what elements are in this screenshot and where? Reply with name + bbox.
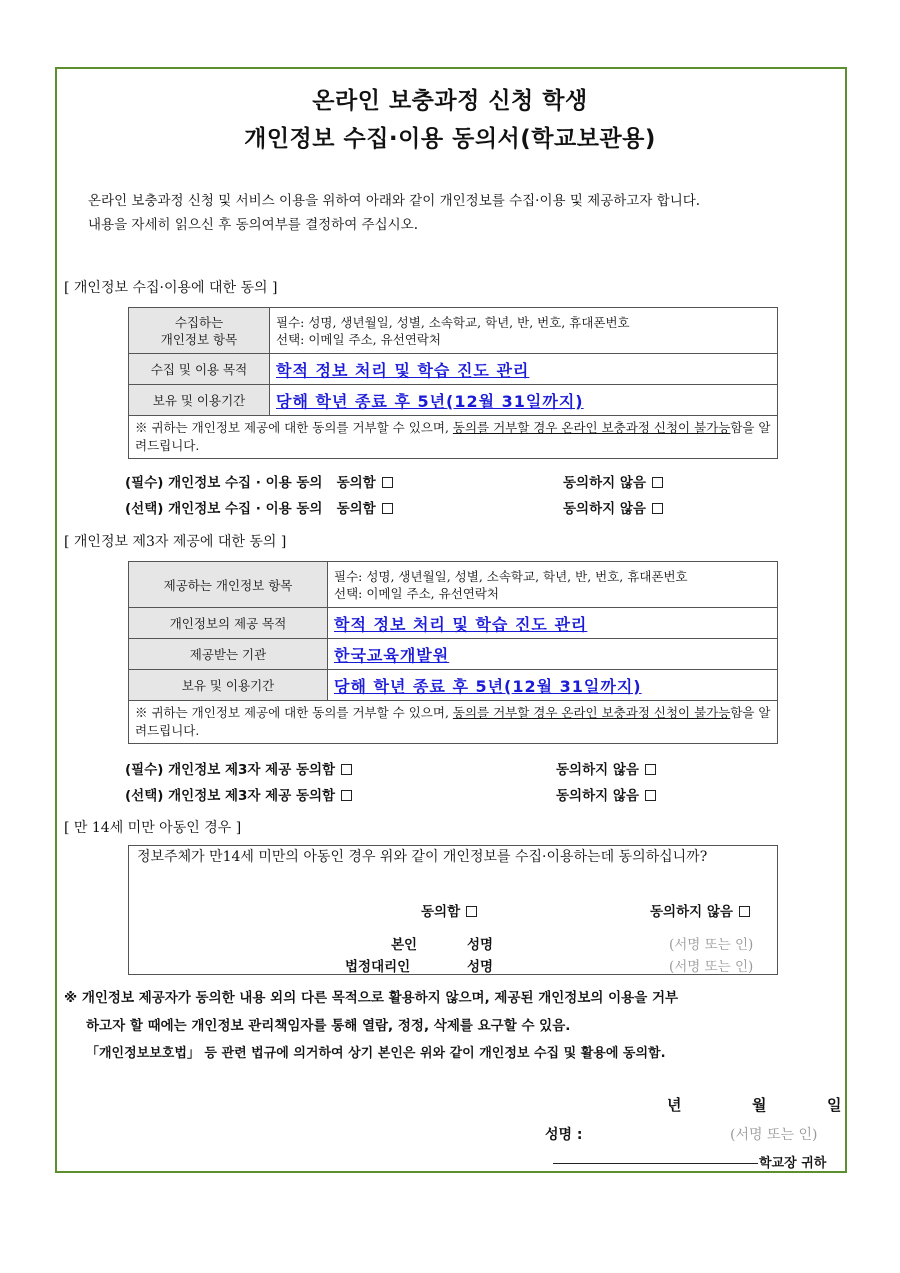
- disagree-checkbox[interactable]: [739, 906, 750, 917]
- disagree-checkbox[interactable]: [645, 790, 656, 801]
- child-question: 정보주체가 만14세 미만의 아동인 경우 위와 같이 개인정보를 수집·이용하는데 동의하십니까?: [137, 849, 708, 865]
- disagree-checkbox[interactable]: [645, 764, 656, 775]
- items-value: 필수: 성명, 생년월일, 성별, 소속학교, 학년, 반, 번호, 휴대폰번호 선택: 이메일 주소, 유선연락처: [270, 308, 778, 354]
- provision-purpose-label: 개인정보의 제공 목적: [129, 608, 328, 639]
- disagree-checkbox[interactable]: [652, 503, 663, 514]
- child-agree: 동의함: [421, 900, 477, 920]
- period-label: 보유 및 이용기간: [129, 385, 270, 416]
- section2-heading: [ 개인정보 제3자 제공에 대한 동의 ]: [64, 534, 287, 550]
- signature-line: [553, 1163, 758, 1164]
- agree-checkbox[interactable]: [466, 906, 477, 917]
- signature-sign-hint: (서명 또는 인): [730, 1127, 818, 1143]
- recipient-value: 한국교육개발원: [328, 639, 778, 670]
- refusal-note: ※ 귀하는 개인정보 제공에 대한 동의를 거부할 수 있으며, 동의를 거부할 경우 온라인 보충과정 신청이 불가능함을 알려드립니다.: [129, 416, 778, 459]
- title-line-2: 개인정보 수집·이용 동의서(학교보관용): [244, 126, 656, 152]
- purpose-value: 학적 정보 처리 및 학습 진도 관리: [270, 354, 778, 385]
- guardian-label: 법정대리인: [345, 959, 411, 975]
- guardian-name-label: 성명: [467, 959, 494, 975]
- third-party-table: [128, 561, 778, 744]
- agree-checkbox[interactable]: [341, 790, 352, 801]
- signature-name-label: 성명 :: [545, 1127, 583, 1143]
- footnote-line-2: 하고자 할 때에는 개인정보 관리책임자를 통해 열람, 정정, 삭제를 요구할 수 있음.: [86, 1018, 571, 1034]
- agree-checkbox[interactable]: [382, 477, 393, 488]
- self-sign-hint: (서명 또는 인): [669, 937, 754, 953]
- title-line-1: 온라인 보충과정 신청 학생: [312, 88, 588, 114]
- self-label: 본인: [391, 937, 418, 953]
- refusal-note: ※ 귀하는 개인정보 제공에 대한 동의를 거부할 수 있으며, 동의를 거부할 경우 온라인 보충과정 신청이 불가능함을 알려드립니다.: [129, 701, 778, 744]
- disagree-required-provide: 동의하지 않음: [556, 758, 656, 778]
- date-month: 월: [752, 1096, 767, 1114]
- recipient-label: 제공받는 기관: [129, 639, 328, 670]
- intro-line-1: 온라인 보충과정 신청 및 서비스 이용을 위하여 아래와 같이 개인정보를 수집·이용 및 제공하고자 합니다.: [88, 193, 701, 209]
- agree-checkbox[interactable]: [341, 764, 352, 775]
- self-name-label: 성명: [467, 937, 494, 953]
- provision-period-value: 당해 학년 종료 후 5년(12월 31일까지): [328, 670, 778, 701]
- provided-items-label: 제공하는 개인정보 항목: [129, 562, 328, 608]
- footnote-line-3: 「개인정보보호법」 등 관련 법규에 의거하여 상기 본인은 위와 같이 개인정보 수집 및 활용에 동의함.: [86, 1046, 666, 1061]
- collection-table: [128, 307, 778, 459]
- date-year: 년: [667, 1096, 682, 1114]
- disagree-optional-collect: 동의하지 않음: [563, 497, 663, 517]
- provided-items-value: 필수: 성명, 생년월일, 성별, 소속학교, 학년, 반, 번호, 휴대폰번호 선택: 이메일 주소, 유선연락처: [328, 562, 778, 608]
- agree-checkbox[interactable]: [382, 503, 393, 514]
- consent-required-collect: (필수) 개인정보 수집 · 이용 동의 동의함: [125, 471, 393, 491]
- purpose-label: 수집 및 이용 목적: [129, 354, 270, 385]
- consent-required-provide: (필수) 개인정보 제3자 제공 동의함: [125, 758, 352, 778]
- child-disagree: 동의하지 않음: [650, 900, 750, 920]
- period-value: 당해 학년 종료 후 5년(12월 31일까지): [270, 385, 778, 416]
- footnote-line-1: ※ 개인정보 제공자가 동의한 내용 외의 다른 목적으로 활용하지 않으며, 제공된 개인정보의 이용을 거부: [64, 990, 679, 1006]
- addressee: 학교장 귀하: [759, 1156, 827, 1171]
- disagree-optional-provide: 동의하지 않음: [556, 784, 656, 804]
- provision-period-label: 보유 및 이용기간: [129, 670, 328, 701]
- section1-heading: [ 개인정보 수집·이용에 대한 동의 ]: [64, 280, 278, 296]
- intro-line-2: 내용을 자세히 읽으신 후 동의여부를 결정하여 주십시오.: [88, 217, 418, 233]
- date-day: 일: [827, 1096, 842, 1114]
- disagree-checkbox[interactable]: [652, 477, 663, 488]
- consent-optional-provide: (선택) 개인정보 제3자 제공 동의함: [125, 784, 352, 804]
- disagree-required-collect: 동의하지 않음: [563, 471, 663, 491]
- items-label: 수집하는 개인정보 항목: [129, 308, 270, 354]
- guardian-sign-hint: (서명 또는 인): [669, 959, 754, 975]
- child-consent-box: [128, 845, 778, 975]
- section3-heading: [ 만 14세 미만 아동인 경우 ]: [64, 820, 242, 836]
- provision-purpose-value: 학적 정보 처리 및 학습 진도 관리: [328, 608, 778, 639]
- consent-optional-collect: (선택) 개인정보 수집 · 이용 동의 동의함: [125, 497, 393, 517]
